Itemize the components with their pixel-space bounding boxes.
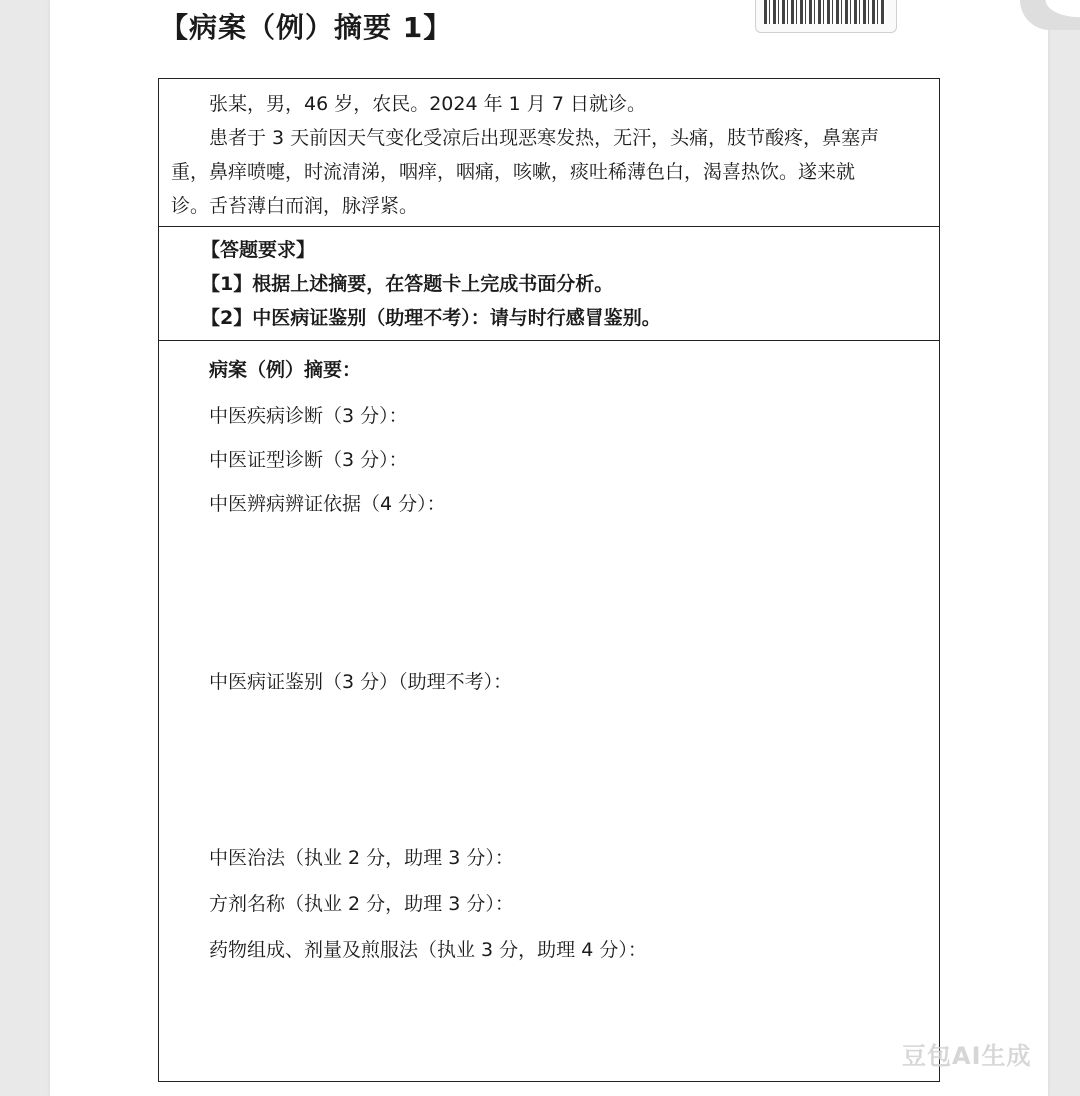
ai-watermark: 豆包AI生成: [902, 1042, 1032, 1070]
requirements-heading: 【答题要求】: [201, 239, 316, 261]
qr-code-pattern: [764, 0, 886, 24]
answer-heading: 病案（例）摘要：: [209, 359, 362, 381]
qr-code: [755, 0, 897, 33]
requirements-section: [159, 227, 939, 341]
answer-sheet: [158, 78, 940, 1082]
answer-field-disease-diagnosis: 中医疾病诊断（3 分）：: [209, 405, 408, 427]
answer-field-syndrome-diagnosis: 中医证型诊断（3 分）：: [209, 449, 408, 471]
requirement-item: 【1】根据上述摘要，在答题卡上完成书面分析。: [201, 273, 614, 295]
answer-field-differentiation: 中医病证鉴别（3 分）（助理不考）：: [209, 671, 513, 693]
case-line: 诊。舌苔薄白而润，脉浮紧。: [171, 195, 419, 217]
case-line: 患者于 3 天前因天气变化受凉后出现恶寒发热，无汗，头痛，肢节酸疼，鼻塞声: [209, 127, 880, 149]
case-line: 重，鼻痒喷嚏，时流清涕，咽痒，咽痛，咳嗽，痰吐稀薄色白，渴喜热饮。遂来就: [171, 161, 856, 183]
answer-field-prescription: 方剂名称（执业 2 分，助理 3 分）：: [209, 893, 514, 915]
requirement-item: 【2】中医病证鉴别（助理不考）：请与时行感冒鉴别。: [201, 307, 661, 329]
document-title: 【病案（例）摘要 1】: [160, 11, 453, 44]
answer-field-basis: 中医辨病辨证依据（4 分）：: [209, 493, 446, 515]
answer-field-composition: 药物组成、剂量及煎服法（执业 3 分，助理 4 分）：: [209, 939, 647, 961]
answer-field-treatment: 中医治法（执业 2 分，助理 3 分）：: [209, 847, 514, 869]
answer-section: [159, 341, 939, 1081]
case-line: 张某，男，46 岁，农民。2024 年 1 月 7 日就诊。: [209, 93, 646, 115]
case-summary-section: [159, 79, 939, 227]
